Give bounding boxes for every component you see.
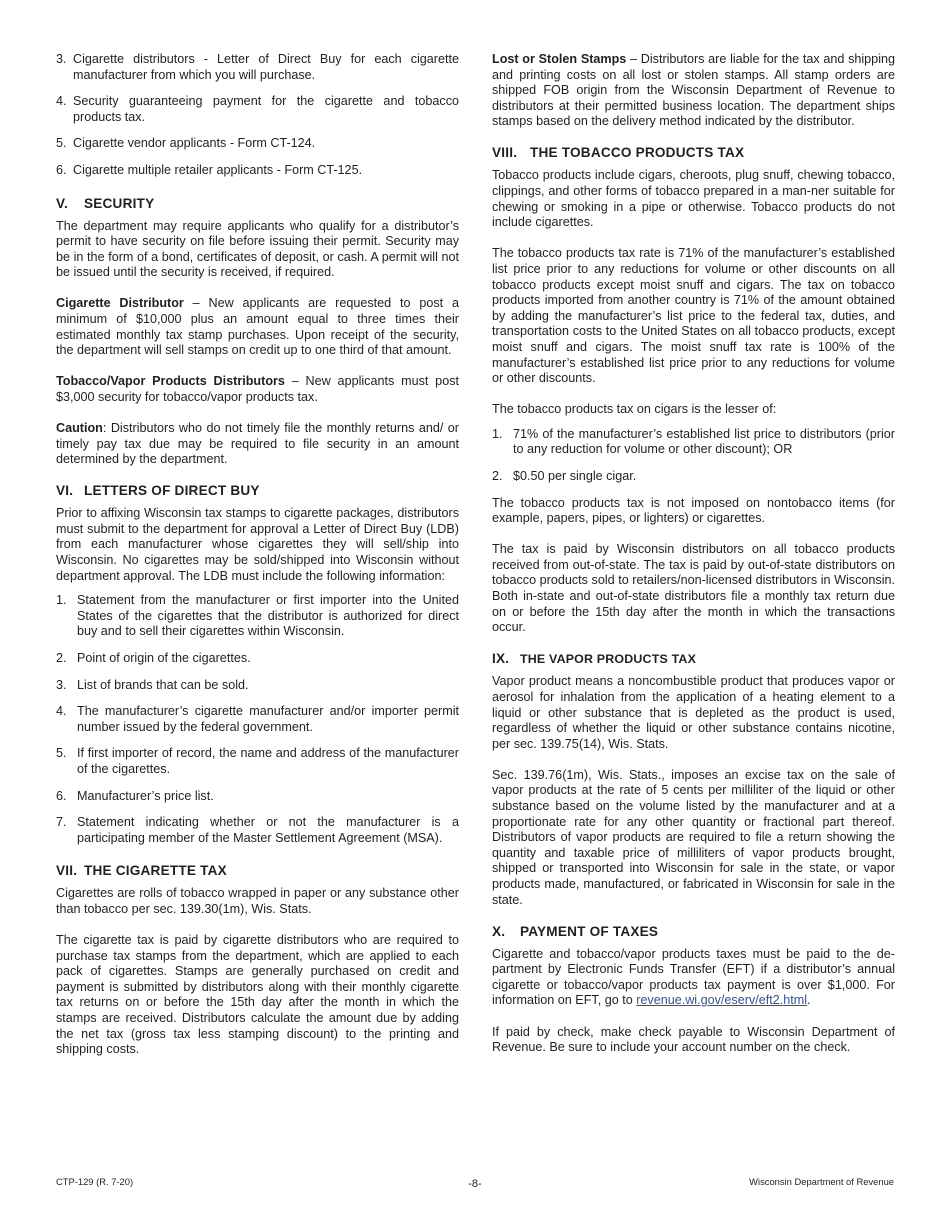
tobacco-definition-paragraph: Tobacco products include cigars, cheroots, plug snuff, chewing tobacco, clippings, and other forms of tobacco prepared in a man-ner suitable for chewing or smoking in a pipe or otherwise. Tobacco products do not include cigarettes.	[492, 168, 895, 230]
list-item: 2. Point of origin of the cigarettes.	[56, 651, 251, 666]
section-heading-vapor-products-tax: IX. THE VAPOR PRODUCTS TAX	[492, 651, 697, 667]
tobacco-tax-rate-paragraph: The tobacco products tax rate is 71% of the manufacturer’s established list price prior to any reductions for volume or other discounts on all tobacco products except moist snuff and cigars. The tax on tobacco products imported from another country is 71% of the amount obtained by adding the manufacturer’s list price to the federal tax, duties, and transportation costs to the United States on all tobacco products, except moist snuff and cigars. The moist snuff tax rate is 100% of the manufacturer’s established list price prior to any reductions for volume or other discounts.	[492, 246, 895, 386]
security-paragraph: The department may require applicants who qualify for a distributor’s permit to have security on file before issuing their permit. Security may be in the form of a bond, certificates of deposit, or cash. A permit will not be issued until the security is received, if required.	[56, 218, 459, 280]
footer-agency: Wisconsin Department of Revenue	[749, 1176, 894, 1187]
ldb-requirements-list	[56, 593, 459, 846]
ldb-intro-paragraph: Prior to affixing Wisconsin tax stamps to cigarette packages, distributors must submit to the department for approval a Letter of Direct Buy (LDB) from each manufacturer whose cigarettes they will sell/ship into Wisconsin. No cigarettes may be sold/shipped into Wisconsin without department approval. The LDB must include the following information:	[56, 506, 459, 583]
list-item: 4. Security guaranteeing payment for the cigarette and tobacco products tax.	[56, 94, 459, 124]
list-item: 5. If first importer of record, the name and address of the manufacturer of the cigarettes.	[56, 746, 459, 776]
vapor-tax-paragraph: Sec. 139.76(1m), Wis. Stats., imposes an excise tax on the sale of vapor products at the rate of 5 cents per milliliter of the liquid or other substance based on the volume listed by the manufacturer and at a proportionate rate for any other quantity or fractional part thereof. Distributors of vapor products are required to file a return showing the quantity and taxable price of milliliters of vapor products brought, shipped or transported into Wisconsin for sale in the state, or vapor products made, manufactured, or fabricated in Wisconsin for sale in the state.	[492, 767, 895, 907]
section-heading-payment-of-taxes: X. PAYMENT OF TAXES	[492, 923, 659, 939]
right-column	[492, 52, 895, 1071]
lost-stolen-stamps-paragraph: Lost or Stolen Stamps – Distributors are liable for the tax and shipping and printing costs on all lost or stolen stamps. All stamp orders are shipped FOB origin from the Wisconsin Department of Revenue to distributors at their permitted business location. The department ships stamps based on the delivery method indicated by the distributor.	[492, 52, 895, 129]
list-item: 3. Cigarette distributors - Letter of Direct Buy for each cigarette manufacturer from which you will purchase.	[56, 52, 459, 82]
caution-paragraph: Caution: Distributors who do not timely file the monthly returns and/ or timely pay tax due may be required to file security in an amount determined by the department.	[56, 421, 459, 467]
eft-paragraph: Cigarette and tobacco/vapor products taxes must be paid to the de-partment by Electronic Funds Transfer (EFT) if a distributor’s annual cigarette or tobacco/vapor products tax payment is over $1,000. For information on EFT, go to revenue.wi.gov/eserv/eft2.html.	[492, 946, 895, 1008]
section-heading-letters-of-direct-buy: VI. LETTERS OF DIRECT BUY	[56, 483, 260, 499]
cigarette-tax-paragraph: The cigarette tax is paid by cigarette distributors who are required to purchase tax stamps from the department, which are applied to each pack of cigarettes. Stamps are generally purchased on credit and payment is submitted by distributors along with their monthly cigarette tax returns on or before the 15th day after the month in which the stamps are received. Distributors calculate the amount due by adding the net tax (gross tax less stamping discount) to the printing and shipping costs.	[56, 933, 459, 1057]
cigar-tax-intro-paragraph: The tobacco products tax on cigars is the lesser of:	[492, 402, 777, 417]
list-item: 1. 71% of the manufacturer’s established list price to distributors (prior to any reduction for volume or other discount); OR	[492, 426, 895, 457]
list-item: 7. Statement indicating whether or not the manufacturer is a participating member of the Master Settlement Agreement (MSA).	[56, 815, 459, 845]
check-payment-paragraph: If paid by check, make check payable to Wisconsin Department of Revenue. Be sure to include your account number on the check.	[492, 1024, 895, 1055]
section-heading-security: V. SECURITY	[56, 195, 155, 211]
section-heading-cigarette-tax: VII. THE CIGARETTE TAX	[56, 863, 227, 879]
list-item: 1. Statement from the manufacturer or first importer into the United States of the cigarettes that the distributor is authorized for direct buy and to sell their cigarettes within Wisconsin.	[56, 593, 459, 639]
cigarette-definition-paragraph: Cigarettes are rolls of tobacco wrapped in paper or any substance other than tobacco per sec. 139.30(1m), Wis. Stats.	[56, 886, 459, 916]
list-item: 4. The manufacturer’s cigarette manufacturer and/or importer permit number issued by the federal government.	[56, 704, 459, 734]
nontobacco-items-paragraph: The tobacco products tax is not imposed on nontobacco items (for example, papers, pipes, or lighters) or cigarettes.	[492, 495, 895, 526]
tobacco-vapor-distributors-paragraph: Tobacco/Vapor Products Distributors – New applicants must post $3,000 security for tobacco/vapor products tax.	[56, 374, 459, 404]
list-item: 3. List of brands that can be sold.	[56, 677, 249, 692]
list-item: 5. Cigarette vendor applicants - Form CT-124.	[56, 136, 316, 151]
vapor-definition-paragraph: Vapor product means a noncombustible product that produces vapor or aerosol for inhalation from the application of a heating element to a liquid or other substance that is depleted as the product is used, regardless of whether the liquid or other substance contains nicotine, per sec. 139.75(14), Wis. Stats.	[492, 674, 895, 751]
section-heading-tobacco-products-tax: VIII. THE TOBACCO PRODUCTS TAX	[492, 145, 745, 161]
tobacco-tax-payment-paragraph: The tax is paid by Wisconsin distributors on all tobacco products received from out-of-state. The tax is paid by out-of-state distributors on tobacco products sold to retailers/non-licensed distributors in Wisconsin. Both in-state and out-of-state distributors file a monthly tax return due on or before the 15th day after the month in which the transactions occur.	[492, 542, 895, 635]
left-column	[56, 52, 459, 1073]
footer-form-id: CTP-129 (R. 7-20)	[56, 1176, 134, 1187]
page-number: -8-	[468, 1178, 482, 1190]
eft-link[interactable]: revenue.wi.gov/eserv/eft2.html	[636, 993, 807, 1008]
cigar-tax-list	[492, 427, 895, 485]
application-requirements-list	[56, 52, 459, 179]
list-item: 6. Manufacturer’s price list.	[56, 788, 214, 803]
cigarette-distributor-paragraph: Cigarette Distributor – New applicants are requested to post a minimum of $10,000 plus an amount equal to three times their estimated monthly tax stamp purchases. Upon receipt of the security, the department will sell stamps on credit up to one third of that amount.	[56, 296, 459, 358]
list-item: 6. Cigarette multiple retailer applicants - Form CT-125.	[56, 162, 363, 177]
list-item: 2. $0.50 per single cigar.	[492, 468, 637, 483]
